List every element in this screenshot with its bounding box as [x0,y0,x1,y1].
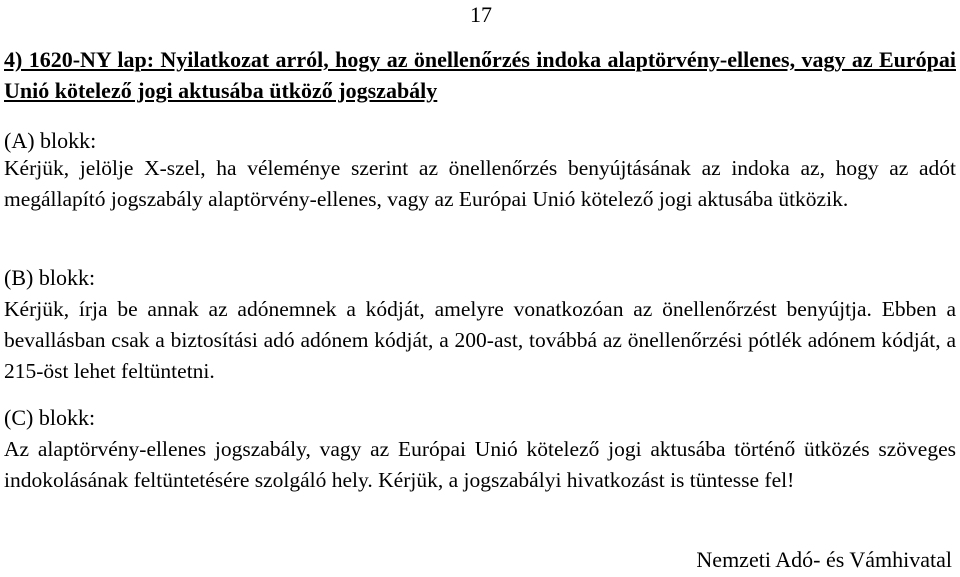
document-page [4,0,956,577]
block-c-title: (C) blokk: [4,405,96,430]
block-c-text: Az alaptörvény-ellenes jogszabály, vagy az Európai Unió kötelező jogi aktusába történő ütközés szöveges indokolásának feltüntetésére szolgáló hely. Kérjük, a jogszabályi hivatkozást is tüntesse fel! [4,437,956,492]
block-a-title: (A) blokk: [4,128,97,153]
block-b-text: Kérjük, írja be annak az adónemnek a kódját, amelyre vonatkozóan az önellenőrzést benyújtja. Ebben a bevallásban csak a biztosítási adó adónem kódját, a 200-ast, továbbá az önellenőrzési pótlék adónem kódját, a 215-öst lehet feltüntetni. [4,297,956,383]
block-b-title: (B) blokk: [4,265,96,290]
block-a-text: Kérjük, jelölje X-szel, ha véleménye szerint az önellenőrzés benyújtásának az indoka az, hogy az adót megállapító jogszabály alaptörvény-ellenes, vagy az Európai Unió kötelező jogi aktusába ütközik. [4,156,956,211]
footer-agency: Nemzeti Adó- és Vámhivatal [696,547,952,572]
section-heading: 4) 1620-NY lap: Nyilatkozat arról, hogy az önellenőrzés indoka alaptörvény-ellenes, vagy az Európai Unió kötelező jogi aktusába ütköző jogszabály [4,47,956,103]
page-number: 17 [470,2,492,27]
